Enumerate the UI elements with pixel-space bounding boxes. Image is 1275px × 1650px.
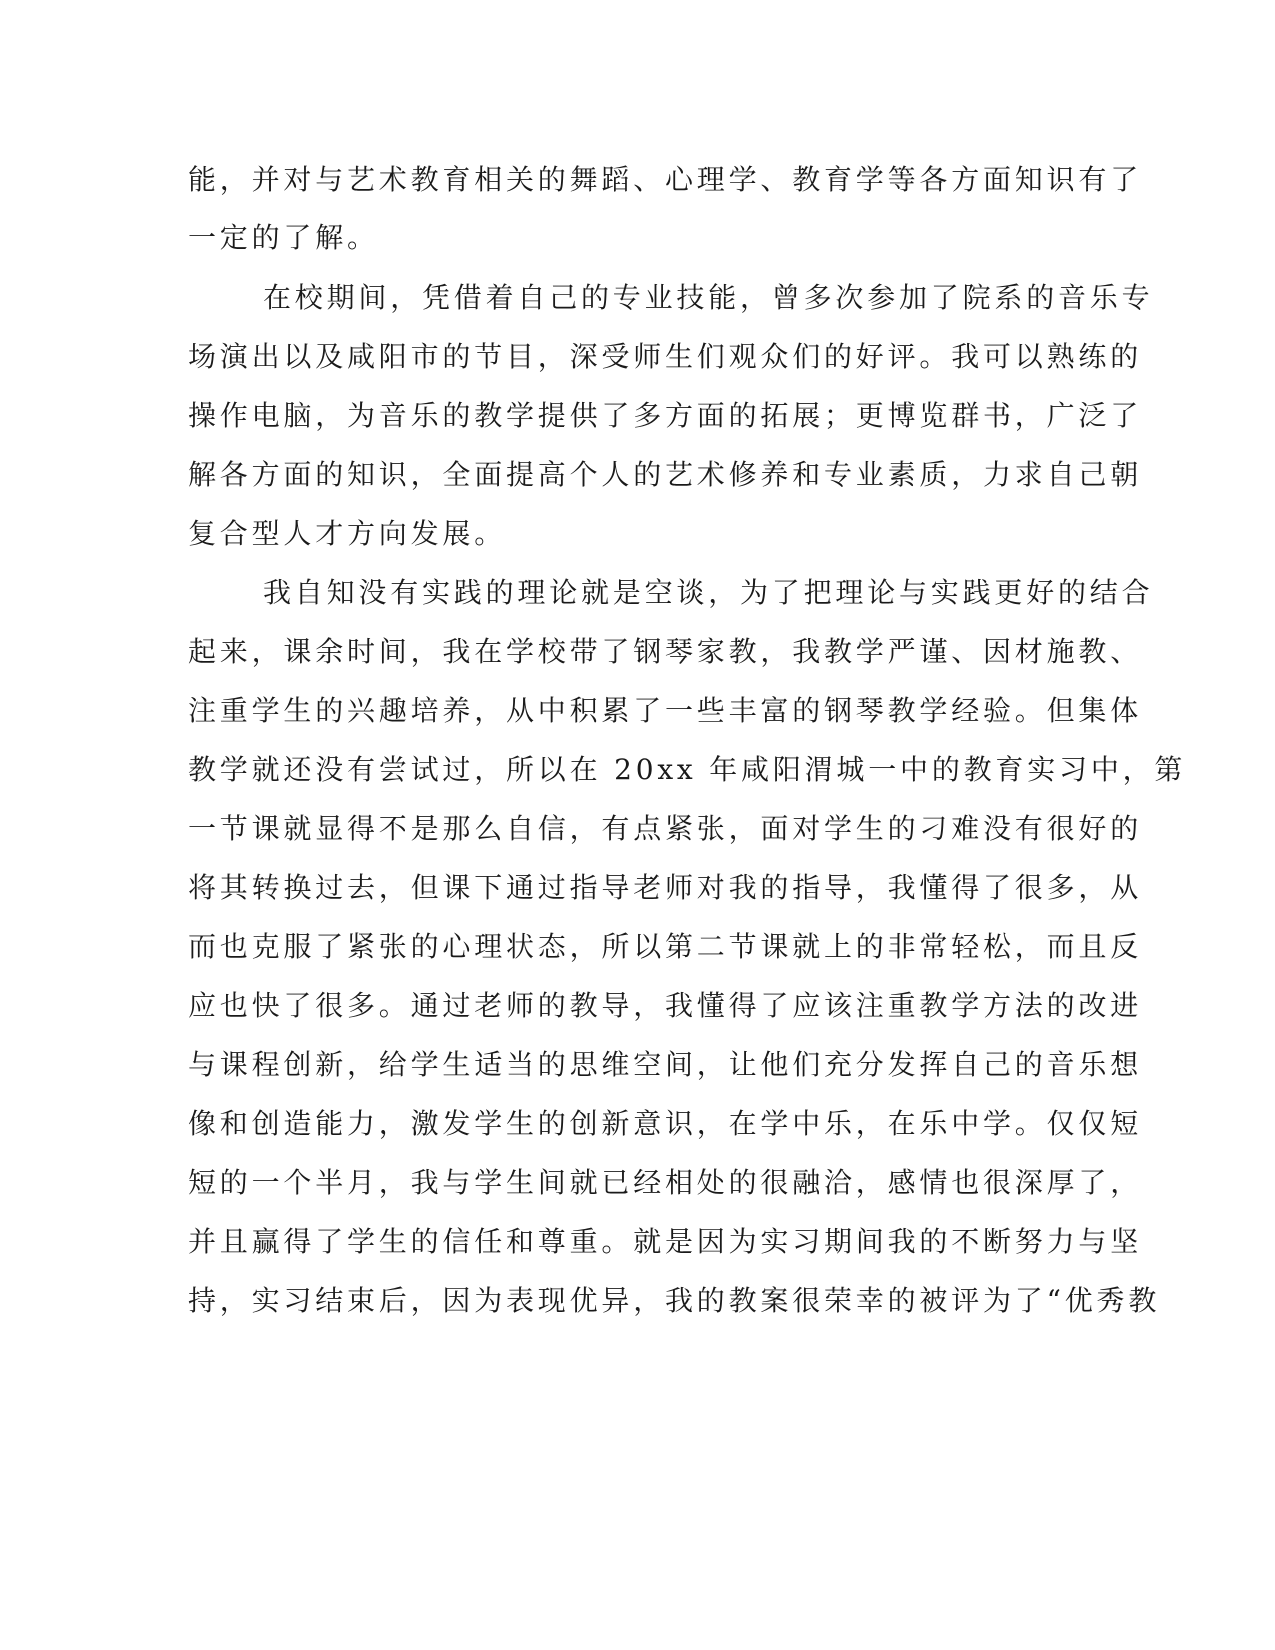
text-line: 场演出以及咸阳市的节目，深受师生们观众们的好评。我可以熟练的 [188, 340, 1143, 373]
text-line: 注重学生的兴趣培养，从中积累了一些丰富的钢琴教学经验。但集体 [188, 694, 1143, 727]
text-line: 短的一个半月，我与学生间就已经相处的很融洽，感情也很深厚了， [188, 1166, 1143, 1199]
text-line: 教学就还没有尝试过，所以在 20xx 年咸阳渭城一中的教育实习中，第 [188, 753, 1187, 786]
text-line: 持，实习结束后，因为表现优异，我的教案很荣幸的被评为了“优秀教 [188, 1284, 1161, 1317]
text-line: 将其转换过去，但课下通过指导老师对我的指导，我懂得了很多，从 [188, 871, 1143, 904]
text-line: 而也克服了紧张的心理状态，所以第二节课就上的非常轻松，而且反 [188, 930, 1143, 963]
paragraph-start-line: 我自知没有实践的理论就是空谈，为了把理论与实践更好的结合 [263, 576, 1154, 609]
text-line: 操作电脑，为音乐的教学提供了多方面的拓展；更博览群书，广泛了 [188, 399, 1143, 432]
paragraph-start-line: 在校期间，凭借着自己的专业技能，曾多次参加了院系的音乐专 [263, 281, 1154, 314]
text-line: 能，并对与艺术教育相关的舞蹈、心理学、教育学等各方面知识有了 [188, 163, 1143, 196]
text-line: 解各方面的知识，全面提高个人的艺术修养和专业素质，力求自己朝 [188, 458, 1143, 491]
text-line: 像和创造能力，激发学生的创新意识，在学中乐，在乐中学。仅仅短 [188, 1107, 1143, 1140]
text-line: 起来，课余时间，我在学校带了钢琴家教，我教学严谨、因材施教、 [188, 635, 1143, 668]
text-line: 复合型人才方向发展。 [188, 517, 507, 550]
text-line: 并且赢得了学生的信任和尊重。就是因为实习期间我的不断努力与坚 [188, 1225, 1143, 1258]
text-line: 与课程创新，给学生适当的思维空间，让他们充分发挥自己的音乐想 [188, 1048, 1143, 1081]
text-line: 一定的了解。 [188, 221, 379, 254]
text-line: 应也快了很多。通过老师的教导，我懂得了应该注重教学方法的改进 [188, 989, 1143, 1022]
text-line: 一节课就显得不是那么自信，有点紧张，面对学生的刁难没有很好的 [188, 812, 1143, 845]
